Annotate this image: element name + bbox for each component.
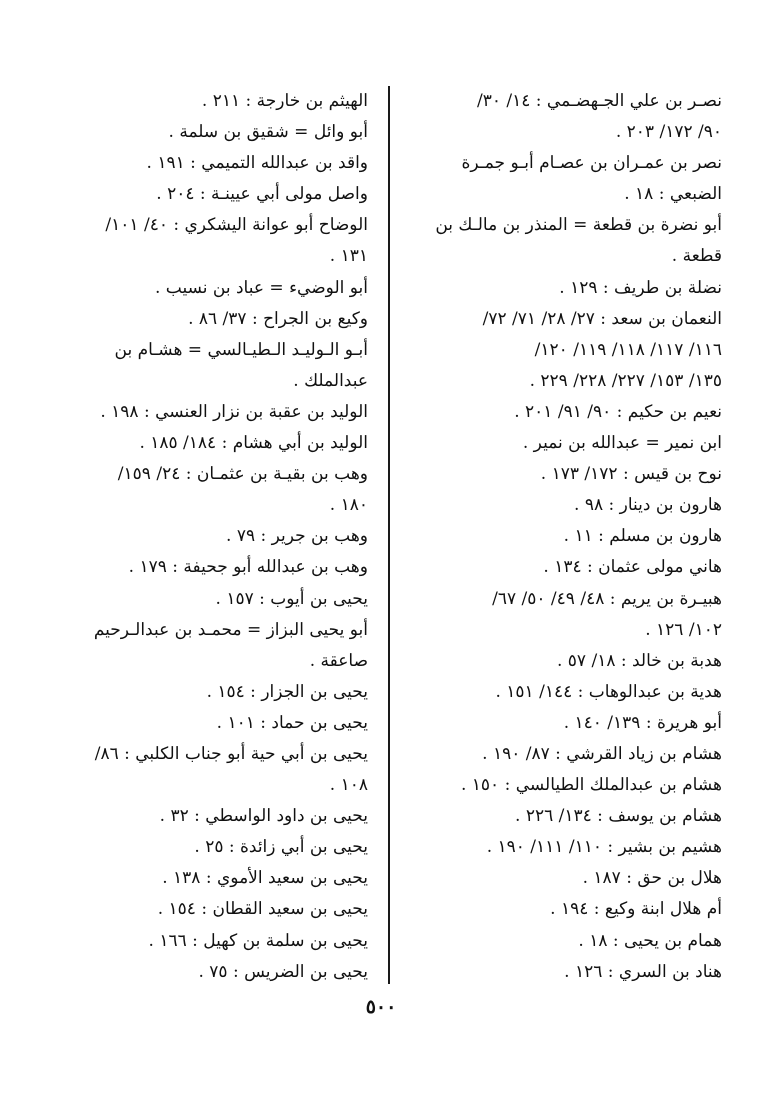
index-entry-line: يحيى بن الضريس : ٧٥ . xyxy=(198,961,368,982)
index-entry-line: يحيى بن الجزار : ١٥٤ . xyxy=(206,681,368,702)
index-entry-line: أبـو الـوليـد الـطيـالسي = هشـام بن xyxy=(114,339,368,360)
index-entry-line: هارون بن دينار : ٩٨ . xyxy=(574,495,722,516)
index-entry-line: هلال بن حق : ١٨٧ . xyxy=(582,868,722,889)
index-entry-line: ١١٦/ ١١٧/ ١١٨/ ١١٩/ ١٢٠/ xyxy=(534,339,722,360)
index-entry-line: ١٣٥/ ١٥٣/ ٢٢٧/ ٢٢٨/ ٢٢٩ . xyxy=(529,370,722,391)
page-number: ٥٠٠ xyxy=(365,996,397,1018)
index-entry-line: نضلة بن طريف : ١٢٩ . xyxy=(559,277,722,298)
index-entry-line: هناد بن السري : ١٢٦ . xyxy=(564,961,722,982)
index-entry-line: نوح بن قيس : ١٧٢/ ١٧٣ . xyxy=(540,464,722,485)
column-divider xyxy=(388,86,390,984)
index-entry-line: وهب بن عبدالله أبو جحيفة : ١٧٩ . xyxy=(128,557,368,578)
index-entry-line: أبو وائل = شقيق بن سلمة . xyxy=(168,122,368,143)
index-entry-line: النعمان بن سعد : ٢٧/ ٢٨/ ٧١/ ٧٢/ xyxy=(482,308,722,329)
index-entry-line: وكيع بن الجراح : ٣٧/ ٨٦ . xyxy=(188,308,368,329)
index-entry-line: أبو الوضيء = عباد بن نسيب . xyxy=(154,277,368,298)
index-entry-line: الضبعي : ١٨ . xyxy=(624,184,722,205)
index-entry-line: هشيم بن بشير : ١١٠/ ١١١/ ١٩٠ . xyxy=(486,837,722,858)
left-column xyxy=(93,86,368,988)
index-entry-line: يحيى بن حماد : ١٠١ . xyxy=(216,712,368,733)
index-entry-line: أبو يحيى البزاز = محمـد بن عبدالـرحيم xyxy=(93,619,368,640)
index-entry-line: أبو نضرة بن قطعة = المنذر بن مالـك بن xyxy=(435,215,722,236)
index-entry-line: ١٠٨ . xyxy=(329,775,368,796)
index-entry-line: هاني مولى عثمان : ١٣٤ . xyxy=(543,557,722,578)
index-entry-line: ابن نمير = عبدالله بن نمير . xyxy=(522,433,722,454)
index-entry-line: هشام بن يوسف : ١٣٤/ ٢٢٦ . xyxy=(515,806,722,827)
index-entry-line: ١٨٠ . xyxy=(329,495,368,516)
index-entry-line: نصـر بن علي الجـهضـمي : ١٤/ ٣٠/ xyxy=(476,91,722,111)
index-entry-line: واقد بن عبدالله التميمي : ١٩١ . xyxy=(146,153,368,174)
index-entry-line: يحيى بن سلمة بن كهيل : ١٦٦ . xyxy=(148,930,368,951)
index-entry-line: هشام بن عبدالملك الطيالسي : ١٥٠ . xyxy=(460,775,722,796)
index-entry-line: أبو هريرة : ١٣٩/ ١٤٠ . xyxy=(563,712,722,733)
index-entry-line: الوضاح أبو عوانة اليشكري : ٤٠/ ١٠١/ xyxy=(105,215,368,236)
index-entry-line: هشام بن زياد القرشي : ٨٧/ ١٩٠ . xyxy=(482,743,722,764)
index-entry-line: ١٣١ . xyxy=(329,246,368,267)
index-entry-line: صاعقة . xyxy=(309,650,368,671)
index-entry-line: يحيى بن سعيد الأموي : ١٣٨ . xyxy=(162,868,368,889)
index-entry-line: يحيى بن داود الواسطي : ٣٢ . xyxy=(159,806,368,827)
index-entry-line: أم هلال ابنة وكيع : ١٩٤ . xyxy=(550,899,722,920)
index-entry-line: يحيى بن سعيد القطان : ١٥٤ . xyxy=(157,899,368,920)
index-entry-line: وهب بن بقيـة بن عثمـان : ٢٤/ ١٥٩/ xyxy=(117,464,368,485)
index-entry-line: الهيثم بن خارجة : ٢١١ . xyxy=(201,91,368,111)
index-entry-line: الوليد بن أبي هشام : ١٨٤/ ١٨٥ . xyxy=(139,433,368,454)
index-entry-line: هارون بن مسلم : ١١ . xyxy=(563,526,722,547)
index-entry-line: قطعة . xyxy=(671,246,722,267)
index-entry-line: ٩٠/ ١٧٢/ ٢٠٣ . xyxy=(615,122,722,143)
index-entry-line: يحيى بن أبي زائدة : ٢٥ . xyxy=(194,837,368,858)
index-entry-line: نصر بن عمـران بن عصـام أبـو جمـرة xyxy=(461,153,722,174)
index-entry-line: هدبة بن خالد : ١٨/ ٥٧ . xyxy=(556,650,722,671)
index-entry-line: ١٠٢/ ١٢٦ . xyxy=(645,619,722,640)
index-entry-line: يحيى بن أيوب : ١٥٧ . xyxy=(215,588,368,609)
index-entry-line: الوليد بن عقبة بن نزار العنسي : ١٩٨ . xyxy=(100,401,368,422)
index-entry-line: نعيم بن حكيم : ٩٠/ ٩١/ ٢٠١ . xyxy=(514,401,722,422)
index-entry-line: يحيى بن أبي حية أبو جناب الكلبي : ٨٦/ xyxy=(94,743,368,764)
index-entry-line: همام بن يحيى : ١٨ . xyxy=(578,930,722,951)
index-entry-line: هبيـرة بن يريم : ٤٨/ ٤٩/ ٥٠/ ٦٧/ xyxy=(492,588,722,609)
index-entry-line: عبدالملك . xyxy=(293,370,368,391)
right-column xyxy=(404,86,722,988)
index-entry-line: هدية بن عبدالوهاب : ١٤٤/ ١٥١ . xyxy=(495,681,722,702)
index-entry-line: وهب بن جرير : ٧٩ . xyxy=(226,526,368,547)
index-entry-line: واصل مولى أبي عيينـة : ٢٠٤ . xyxy=(156,184,368,205)
